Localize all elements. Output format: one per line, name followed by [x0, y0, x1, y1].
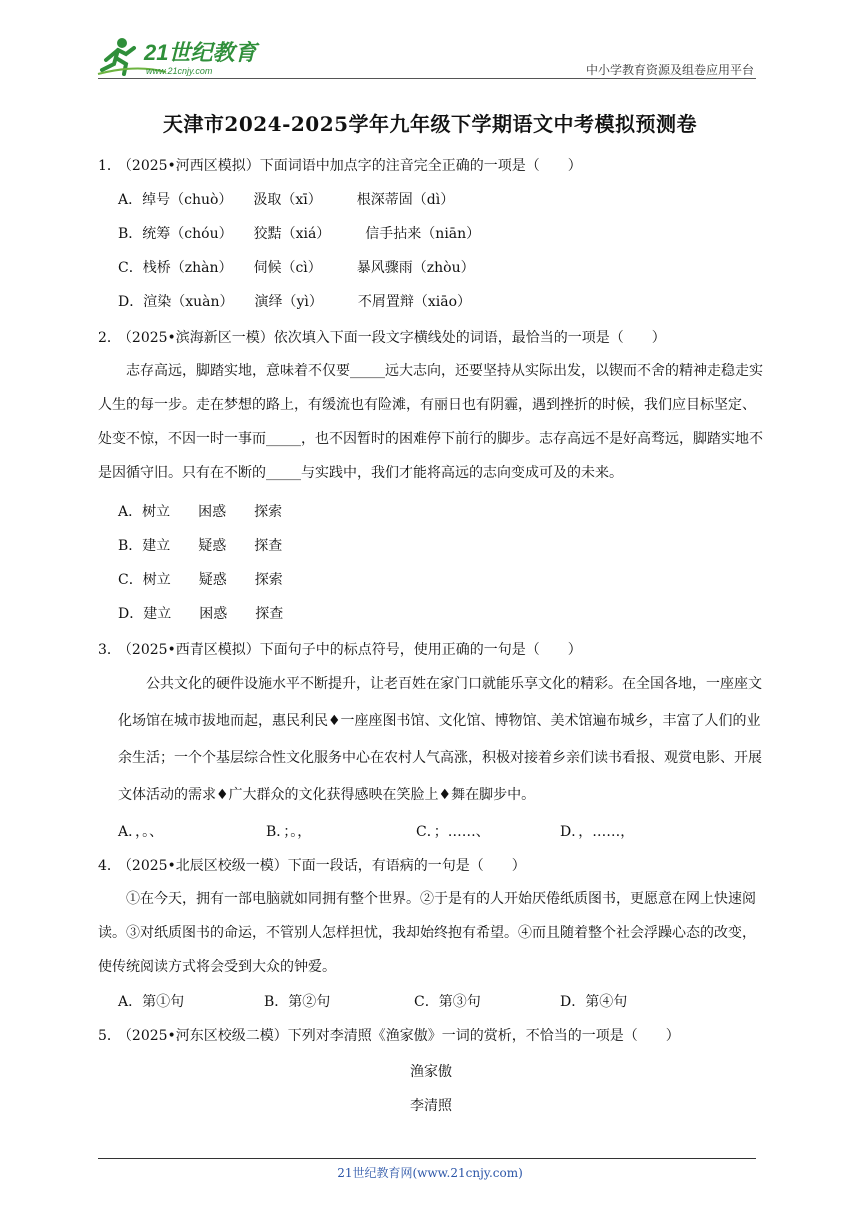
platform-label: 中小学教育资源及组卷应用平台 — [585, 63, 754, 77]
option-a: A．，。、 — [118, 824, 164, 840]
option-d: D．第④句 — [560, 994, 628, 1010]
logo-url: www.21cnjy.com — [146, 66, 213, 76]
question-stem: （2025•滨海新区一模）依次填入下面一段文字横线处的词语，最恰当的一项是（ ） — [124, 330, 666, 346]
option-c — [98, 256, 764, 280]
option-c: C．；……、 — [416, 824, 490, 840]
page-title: 天津市2024-2025学年九年级下学期语文中考模拟预测卷 — [162, 112, 698, 136]
option-a: A．第①句 — [118, 994, 185, 1010]
question-number: 3． — [98, 642, 121, 658]
question-stem: （2025•河东区校级二模）下列对李清照《渔家傲》一词的赏析，不恰当的一项是（ ） — [124, 1028, 680, 1044]
header-divider — [98, 78, 756, 79]
option-b: B．第②句 — [264, 994, 331, 1010]
site-logo — [96, 34, 266, 78]
question-passage: ①在今天，拥有一部电脑就如同拥有整个世界。②于是有的人开始厌倦纸质图书，更愿意在网上快速阅读。③对纸质图书的命运，不管别人怎样担忧，我却始终抱有希望。④而且随着整个社会浮躁心态的改变，使传统阅读方式将会受到大众的钟爱。 — [98, 891, 756, 975]
question-5 — [98, 1024, 764, 1048]
option-text: A．树立 困惑 探索 — [118, 504, 283, 520]
option-text: B．统筹（chóu） 狡黠（xiá） 信手拈来（niān） — [118, 226, 481, 242]
option-d — [98, 602, 764, 626]
question-number: 1． — [98, 158, 121, 174]
option-c — [98, 568, 764, 592]
option-text: A．绰号（chuò） 汲取（xī） 根深蒂固（dì） — [118, 192, 455, 208]
option-text: C．栈桥（zhàn） 伺候（cì） 暴风骤雨（zhòu） — [118, 260, 475, 276]
option-b: B．；。， — [266, 824, 312, 840]
runner-logo-icon — [96, 34, 266, 78]
footer-divider — [98, 1158, 756, 1159]
question-stem: （2025•西青区模拟）下面句子中的标点符号，使用正确的一句是（ ） — [124, 642, 582, 658]
option-b — [98, 534, 764, 558]
question-stem: （2025•北辰区校级一模）下面一段话，有语病的一句是（ ） — [124, 858, 526, 874]
question-passage: 公共文化的硬件设施水平不断提升，让老百姓在家门口就能乐享文化的精彩。在全国各地，一座座文化场馆在城市拔地而起，惠民利民♦一座座图书馆、文化馆、博物馆、美术馆遍布城乡，丰富了人们的业余生活；一个个基层综合性文化服务中心在农村人气高涨，积极对接着乡亲们读书看报、观赏电影、开展文体活动的需求♦广大群众的文化获得感映在笑脸上♦舞在脚步中。 — [118, 676, 762, 803]
option-row — [98, 820, 764, 844]
option-text: D．渲染（xuàn） 演绎（yì） 不屑置辩（xiāo） — [118, 294, 472, 310]
question-number: 2． — [98, 330, 121, 346]
option-text: C．树立 疑惑 探索 — [118, 572, 283, 588]
option-row — [98, 990, 764, 1014]
footer-link[interactable]: 21世纪教育网(www.21cnjy.com) — [337, 1166, 523, 1180]
question-passage: 志存高远，脚踏实地，意味着不仅要_____远大志向，还要坚持从实际出发，以锲而不舍的精神走稳走实人生的每一步。走在梦想的路上，有缓流也有险滩，有丽日也有阴霾，遇到挫折的时候，我们应目标坚定、处变不惊，不因一时一事而_____，也不因暂时的困难停下前行的脚步。志存高远不是好高骛远，脚踏实地不是因循守旧。只有在不断的_____与实践中，我们才能将高远的志向变成可及的未来。 — [98, 363, 763, 481]
question-1 — [98, 154, 764, 178]
option-text: D．建立 困惑 探查 — [118, 606, 284, 622]
option-b — [98, 222, 764, 246]
option-a — [98, 188, 764, 212]
option-text: B．建立 疑惑 探查 — [118, 538, 283, 554]
question-3 — [98, 638, 764, 662]
question-4 — [98, 854, 764, 878]
question-2 — [98, 326, 764, 350]
poem-author: 李清照 — [410, 1098, 452, 1114]
option-a — [98, 500, 764, 524]
option-d — [98, 290, 764, 314]
option-c: C．第③句 — [414, 994, 481, 1010]
question-stem: （2025•河西区模拟）下面词语中加点字的注音完全正确的一项是（ ） — [124, 158, 582, 174]
option-d: D．，……， — [560, 824, 635, 840]
question-number: 4． — [98, 858, 121, 874]
logo-text: 21世纪教育 — [144, 40, 257, 65]
exam-content — [98, 148, 764, 1118]
poem-title: 渔家傲 — [410, 1064, 452, 1080]
question-number: 5． — [98, 1028, 121, 1044]
